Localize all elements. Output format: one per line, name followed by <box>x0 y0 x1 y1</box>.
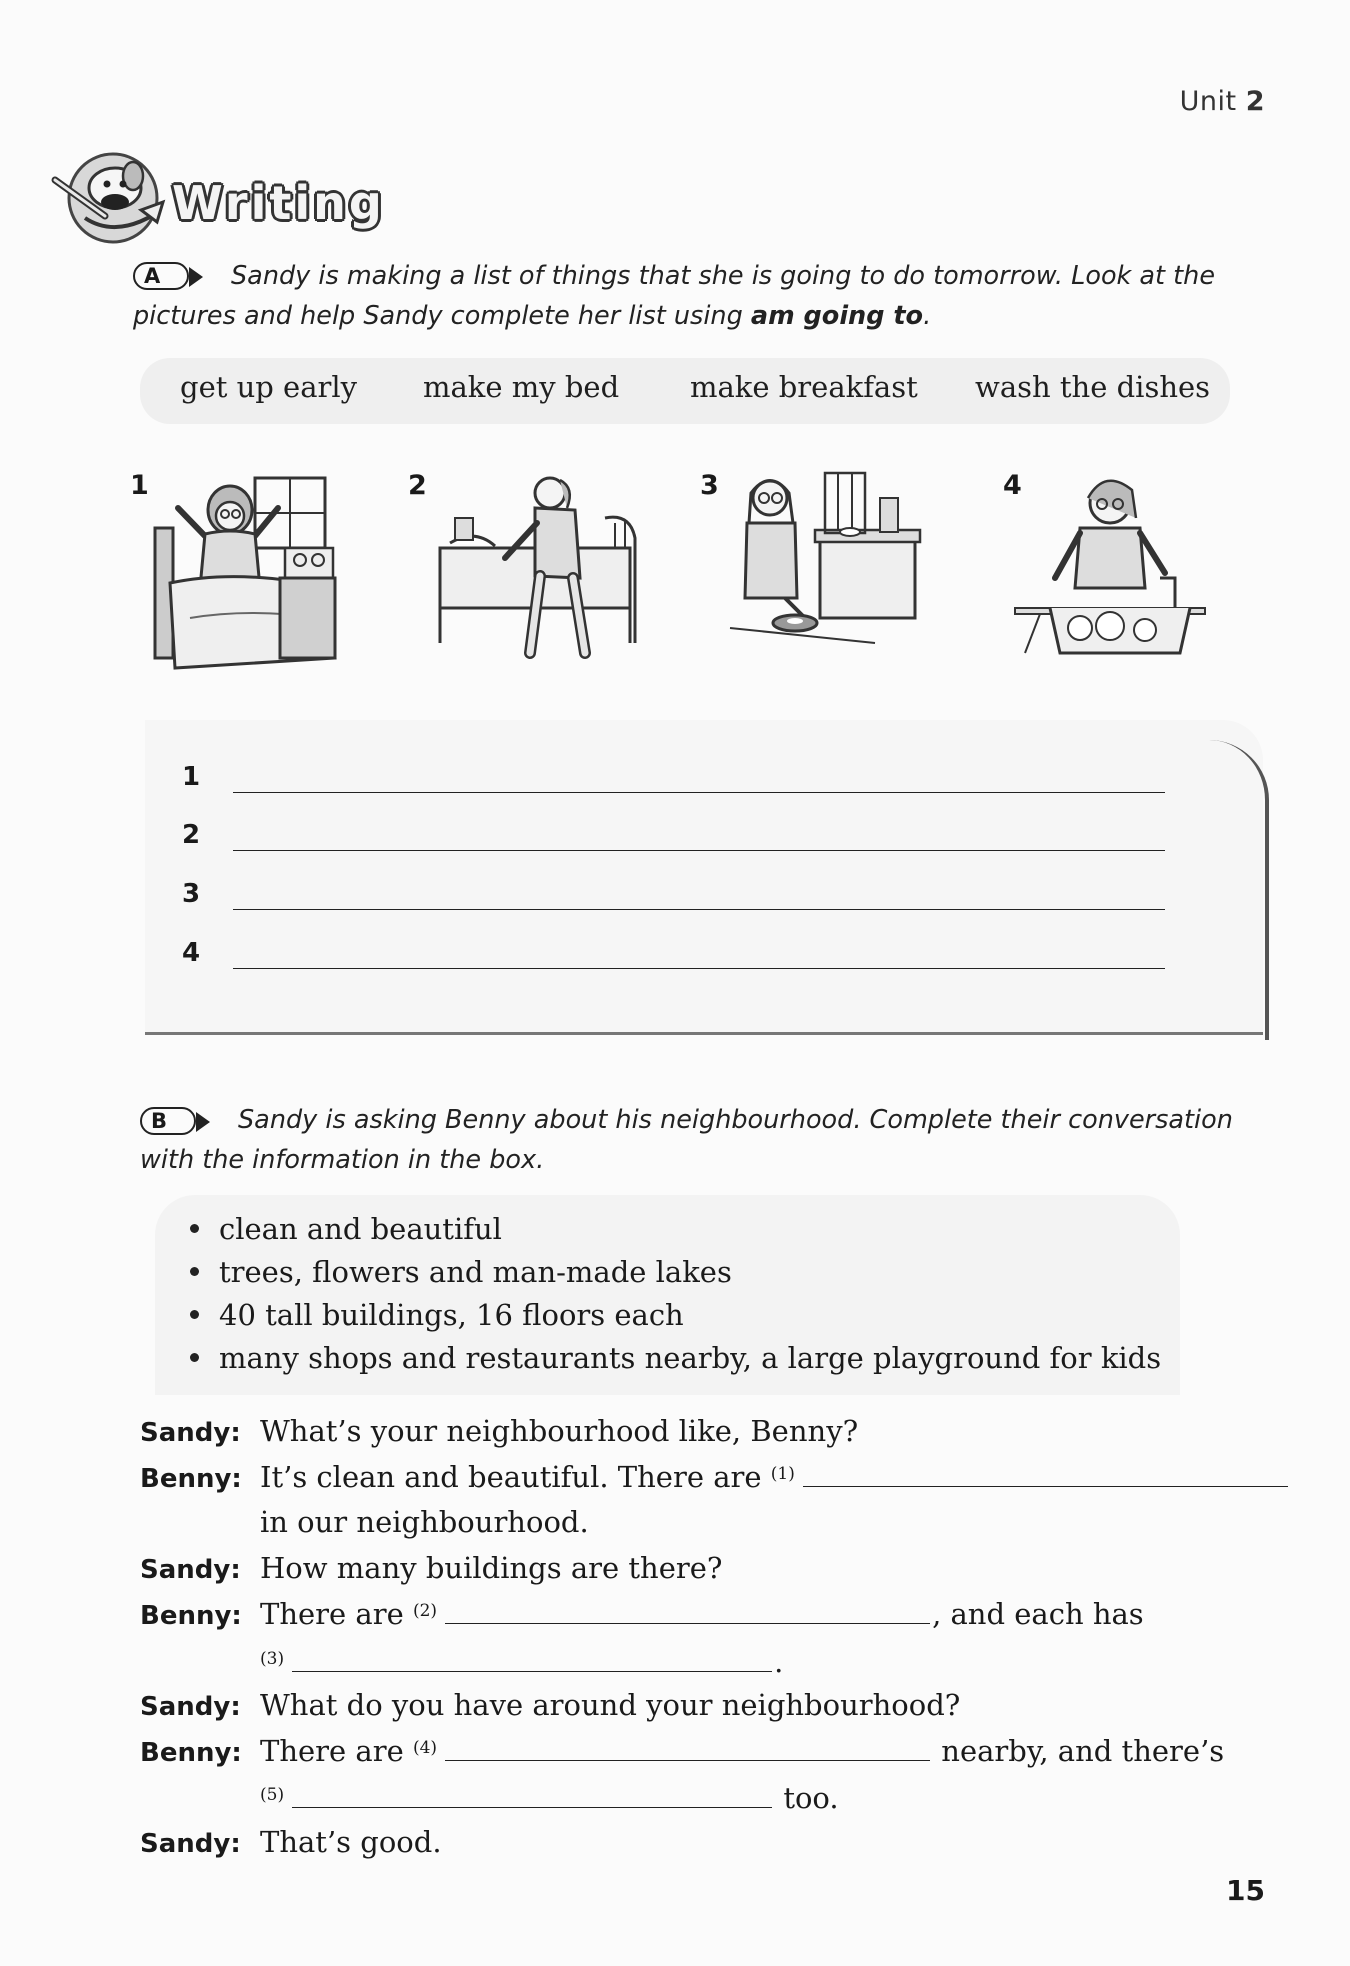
answer-blank-5[interactable] <box>292 1785 772 1808</box>
dialogue-line: $^{(3)}$ . <box>260 1645 784 1679</box>
dialogue-line: That’s good. <box>260 1825 442 1859</box>
picture-number: 4 <box>1003 470 1022 501</box>
dialogue-line: in our neighbourhood. <box>260 1505 589 1539</box>
info-item: many shops and restaurants nearby, a large playground for kids <box>190 1341 1161 1375</box>
answer-line-4[interactable] <box>233 968 1165 969</box>
answer-line-number: 1 <box>182 762 201 792</box>
blank-number: (4) <box>412 1738 438 1758</box>
part-b-instruction-line2: with the information in the box. <box>140 1145 545 1175</box>
bullet-icon <box>190 1310 199 1319</box>
blank-number: (3) <box>260 1649 285 1669</box>
phrase-item: make breakfast <box>690 370 918 404</box>
answer-line-number: 2 <box>182 820 201 850</box>
speaker-label: Sandy: <box>140 1829 241 1859</box>
answer-line-3[interactable] <box>233 909 1165 910</box>
phrase-item: wash the dishes <box>975 370 1211 404</box>
unit-word: Unit <box>1179 86 1237 117</box>
section-b-badge <box>140 1107 196 1135</box>
section-a-letter: A <box>144 264 161 288</box>
dialogue-line: How many buildings are there? <box>260 1551 723 1585</box>
blank-number: (5) <box>260 1785 285 1805</box>
speaker-label: Sandy: <box>140 1555 241 1585</box>
answer-blank-4[interactable] <box>445 1738 930 1761</box>
dialogue-line: What’s your neighbourhood like, Benny? <box>260 1414 859 1448</box>
girl-waking-in-bed-illustration <box>150 468 350 678</box>
answer-line-number: 3 <box>182 879 201 909</box>
dialogue-line: It’s clean and beautiful. There are $^{(1)}$ <box>260 1460 1290 1494</box>
unit-label <box>1180 86 1265 117</box>
dialogue-line: $^{(5)}$ too. <box>260 1781 839 1815</box>
section-title: Writing <box>172 176 385 230</box>
speaker-label: Sandy: <box>140 1692 241 1722</box>
phrase-item: get up early <box>180 370 358 404</box>
part-b-instruction: Sandy is asking Benny about his neighbourhood. Complete their conversation <box>238 1105 1233 1135</box>
unit-number: 2 <box>1245 86 1265 117</box>
dialogue-line: There are $^{(4)}$ nearby, and there’s <box>260 1734 1225 1768</box>
info-item: trees, flowers and man-made lakes <box>190 1255 732 1289</box>
page-number: 15 <box>1226 1874 1265 1907</box>
dialogue-line: What do you have around your neighbourhood? <box>260 1688 961 1722</box>
blank-number: (2) <box>412 1601 438 1621</box>
answer-blank-3[interactable] <box>292 1649 772 1672</box>
target-phrase: am going to <box>750 301 924 331</box>
bullet-icon <box>190 1267 199 1276</box>
speaker-label: Benny: <box>140 1464 242 1494</box>
dialogue-line: There are $^{(2)}$ , and each has <box>260 1597 1144 1631</box>
picture-number: 3 <box>700 470 719 501</box>
answer-list-box <box>145 720 1263 1035</box>
bullet-icon <box>190 1353 199 1362</box>
phrase-item: make my bed <box>423 370 620 404</box>
speaker-label: Benny: <box>140 1601 242 1631</box>
girl-washing-dishes-illustration <box>1010 468 1210 668</box>
answer-line-1[interactable] <box>233 792 1165 793</box>
info-item: 40 tall buildings, 16 floors each <box>190 1298 684 1332</box>
girl-making-breakfast-illustration <box>725 468 925 658</box>
answer-blank-2[interactable] <box>445 1601 930 1624</box>
picture-number: 2 <box>408 470 427 501</box>
dog-writing-logo-icon <box>45 140 175 250</box>
speaker-label: Benny: <box>140 1738 242 1768</box>
answer-line-2[interactable] <box>233 850 1165 851</box>
play-arrow-icon <box>196 1112 210 1132</box>
bullet-icon <box>190 1224 199 1233</box>
part-a-instruction: Sandy is making a list of things that she is going to do tomorrow. Look at the pictures and help Sandy complete her list using am going to. <box>133 261 1216 331</box>
picture-number: 1 <box>130 470 149 501</box>
section-b-letter: B <box>151 1109 168 1133</box>
info-item: clean and beautiful <box>190 1212 502 1246</box>
girl-making-bed-illustration <box>435 468 645 678</box>
blank-number: (1) <box>770 1464 795 1484</box>
speaker-label: Sandy: <box>140 1418 241 1448</box>
answer-blank-1[interactable] <box>803 1464 1288 1487</box>
answer-line-number: 4 <box>182 938 201 968</box>
page-curl-decoration <box>1185 740 1269 1040</box>
